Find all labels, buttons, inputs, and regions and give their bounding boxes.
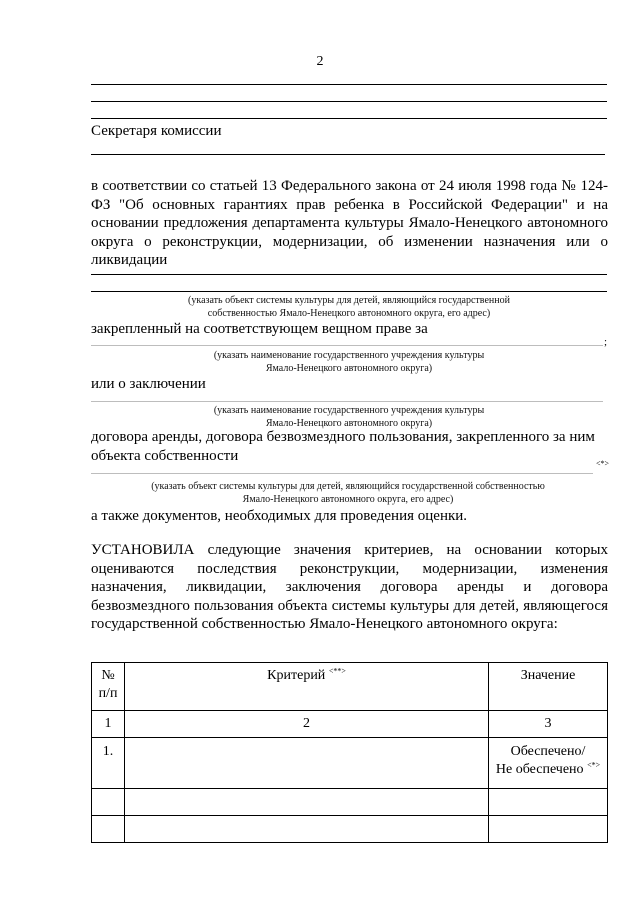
hint-institution bbox=[91, 349, 607, 375]
blank-line bbox=[91, 118, 607, 119]
header-number-cell bbox=[92, 663, 125, 711]
blank-line bbox=[91, 84, 607, 85]
table-row bbox=[92, 738, 608, 789]
value-line-text: Не обеспечено bbox=[495, 762, 584, 777]
hint-line: Ямало-Ненецкого автономного округа) bbox=[265, 363, 433, 374]
value-line: Обеспечено/ bbox=[510, 744, 586, 759]
table-cell bbox=[489, 789, 608, 816]
value-line bbox=[490, 761, 606, 779]
value-cell bbox=[489, 738, 608, 789]
table-row bbox=[92, 816, 608, 843]
established-paragraph: УСТАНОВИЛА следующие значения критериев, на основании которых оцениваются последствия реконструкции, модернизации, изменения назначения, ликвидации, заключения договора аренды и договора безвозмездного пользования объекта системы культуры для детей, являющегося государственной собственностью Ямало-Ненецкого автономного округа: bbox=[91, 542, 608, 633]
secretary-label: Секретаря комиссии bbox=[91, 123, 222, 139]
header-criterion: Критерий bbox=[267, 668, 326, 683]
blank-line bbox=[91, 101, 607, 102]
hint-institution bbox=[91, 404, 607, 430]
basis-paragraph: в соответствии со статьей 13 Федерального закона от 24 июля 1998 года № 124-ФЗ "Об основных гарантиях прав ребенка в Российской Федерации" и на основании предложения департамента культуры Ямало-Ненецкого автономного округа о реконструкции, модернизации, об изменении назначения или о ликвидации bbox=[91, 178, 608, 269]
assigned-label: закрепленный на соответствующем вещном праве за bbox=[91, 321, 428, 337]
hint-object bbox=[91, 294, 607, 320]
hint-line: собственностью Ямало-Ненецкого автономного округа, его адрес) bbox=[207, 308, 491, 319]
criterion-mark: <**> bbox=[328, 666, 346, 676]
semicolon: ; bbox=[604, 336, 608, 348]
or-conclusion-label: или о заключении bbox=[91, 376, 206, 392]
table-cell bbox=[125, 738, 489, 789]
header-number-line: № bbox=[101, 668, 115, 683]
blank-line bbox=[91, 274, 607, 275]
blank-line bbox=[91, 473, 593, 474]
header-value-cell bbox=[489, 663, 608, 711]
header-value: Значение bbox=[520, 668, 576, 683]
header-number-line: п/п bbox=[98, 686, 118, 701]
page-number: 2 bbox=[316, 54, 324, 69]
hint-object-2 bbox=[88, 480, 608, 506]
hint-line: Ямало-Ненецкого автономного округа, его адрес) bbox=[242, 494, 454, 505]
table-cell bbox=[125, 789, 489, 816]
contract-line: договора аренды, договора безвозмездного пользования, закрепленного за ним bbox=[91, 429, 595, 445]
contract-label bbox=[91, 428, 595, 465]
table-cell bbox=[92, 789, 125, 816]
contract-line: объекта собственности bbox=[91, 448, 239, 464]
table-cell bbox=[489, 816, 608, 843]
table-cell: 1. bbox=[92, 738, 125, 789]
table-cell: 1 bbox=[92, 711, 125, 738]
table-cell: 3 bbox=[489, 711, 608, 738]
hint-line: (указать наименование государственного учреждения культуры bbox=[213, 350, 485, 361]
blank-line bbox=[91, 154, 605, 155]
header-criterion-cell bbox=[125, 663, 489, 711]
value-mark: <*> bbox=[587, 760, 601, 770]
criteria-table bbox=[91, 662, 608, 843]
table-cell bbox=[125, 816, 489, 843]
table-row bbox=[92, 711, 608, 738]
table-header-row bbox=[92, 663, 608, 711]
note-mark: <*> bbox=[596, 459, 610, 468]
blank-line bbox=[91, 345, 603, 346]
table-cell bbox=[92, 816, 125, 843]
table-row bbox=[92, 789, 608, 816]
blank-line bbox=[91, 401, 603, 402]
documents-label: а также документов, необходимых для проведения оценки. bbox=[91, 508, 468, 524]
hint-line: (указать наименование государственного учреждения культуры bbox=[213, 405, 485, 416]
hint-line: (указать объект системы культуры для детей, являющийся государственной bbox=[188, 295, 510, 306]
table-cell: 2 bbox=[125, 711, 489, 738]
blank-line bbox=[91, 291, 607, 292]
hint-line: Ямало-Ненецкого автономного округа) bbox=[265, 418, 433, 429]
hint-line: (указать объект системы культуры для детей, являющийся государственной собственностью bbox=[151, 481, 545, 492]
